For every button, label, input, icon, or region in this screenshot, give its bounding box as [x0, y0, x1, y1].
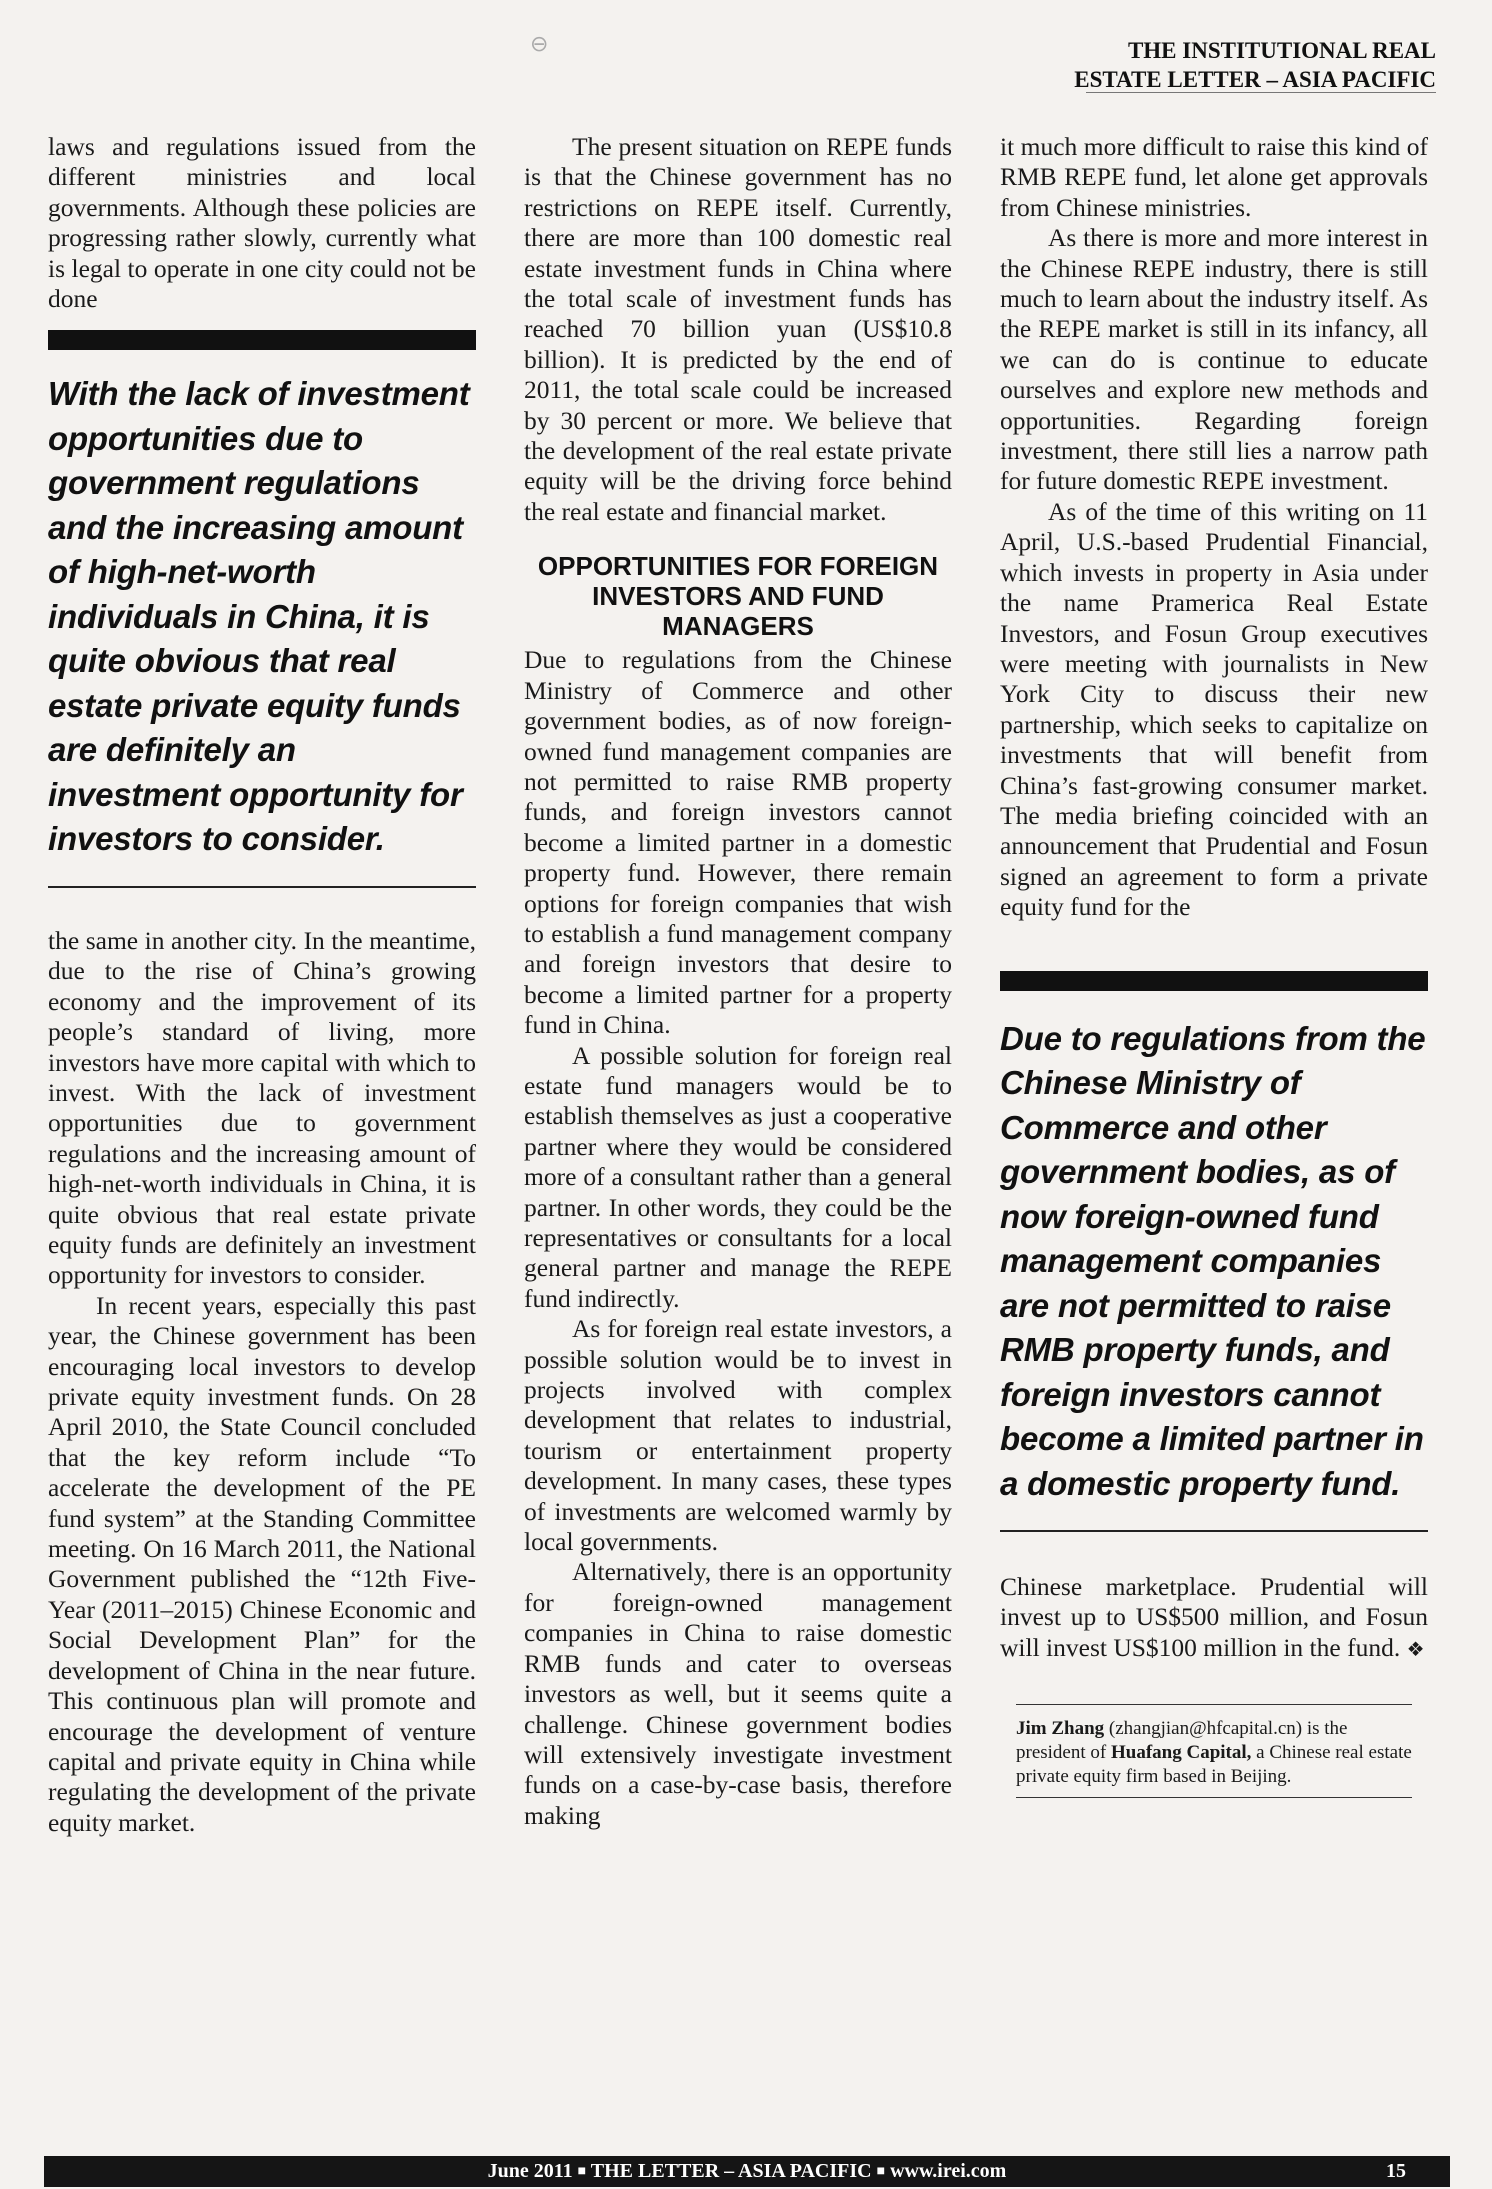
body-paragraph: In recent years, especially this past year, the Chinese government has been encouraging local investors to develop private equity investment funds. On 28 April 2010, the State Council concluded that the key reform include “To accelerate the development of the PE fund system” at the Standing Committee meeting. On 16 March 2011, the National Government published the “12th Five-Year (2011–2015) Chinese Economic and Social Development Plan” for the development of China in the near future. This continuous plan will promote and encourage the development of venture capital and private equity in China while regulating the development of the private equity market.: [48, 1290, 476, 1837]
body-paragraph: the same in another city. In the meantime, due to the rise of China’s growing economy and the improvement of its people’s standard of living, more investors have more capital with which to invest. With the lack of investment opportunities due to government regulations and the increasing amount of high-net-worth individuals in China, it is quite obvious that real estate private equity funds are definitely an investment opportunity for investors to consider.: [48, 925, 476, 1290]
column-2: [524, 132, 952, 1831]
body-paragraph: laws and regulations issued from the different ministries and local governments. Although these policies are progressing rather slowly, currently what is legal to operate in one city could not be done: [48, 132, 476, 314]
pull-quote-top-bar: [1000, 971, 1428, 991]
bio-text: is the president of: [1016, 1718, 1348, 1764]
running-header: [1074, 36, 1436, 94]
page-number: 15: [1386, 2160, 1406, 2182]
page-footer: [44, 2156, 1450, 2187]
body-paragraph: As of the time of this writing on 11 April, U.S.-based Prudential Financial, which invests in property in Asia under the name Pramerica Real Estate Investors, and Fosun Group executives were meeting with journalists in New York City to discuss their new partnership, which seeks to capitalize on investments that will benefit from China’s fast-growing consumer market. The media briefing coincided with an announcement that Prudential and Fosun signed an agreement to form a private equity fund for the: [1000, 496, 1428, 922]
pull-quote-bottom-rule: [48, 886, 476, 888]
author-name: Jim Zhang: [1016, 1718, 1105, 1740]
footer-publication: THE LETTER – ASIA PACIFIC: [590, 2160, 872, 2182]
author-email: (zhangjian@hfcapital.cn): [1108, 1718, 1303, 1740]
square-separator-icon: ■: [577, 2164, 587, 2179]
footer-credits: [44, 2156, 1450, 2189]
registration-mark-icon: ⊖: [530, 32, 549, 57]
footer-date: June 2011: [487, 2160, 573, 2182]
author-bio: [1016, 1717, 1412, 1789]
body-paragraph: Due to regulations from the Chinese Ministry of Commerce and other government bodies, as of now foreign-owned fund management companies are not permitted to raise RMB property funds, and foreign investors cannot become a limited partner in a domestic property fund. However, there remain options for foreign companies that wish to establish a fund management company and foreign investors that desire to become a limited partner for a property fund in China.: [524, 645, 952, 1040]
bio-bottom-rule: [1016, 1797, 1412, 1798]
closing-text: Chinese marketplace. Prudential will invest up to US$500 million, and Fosun will invest US$100 million in the fund.: [1000, 1572, 1428, 1662]
pull-quote-bottom-rule: [1000, 1530, 1428, 1532]
square-separator-icon: ■: [876, 2164, 886, 2179]
body-paragraph: Alternatively, there is an opportunity for foreign-owned management companies in China to raise domestic RMB funds and cater to overseas investors as well, but it seems quite a challenge. Chinese government bodies will extensively investigate investment funds on a case-by-case basis, therefore making: [524, 1557, 952, 1830]
body-paragraph: As for foreign real estate investors, a possible solution would be to invest in projects involved with complex development that relates to industrial, tourism or entertainment property development. In many cases, these types of investments are welcomed warmly by local governments.: [524, 1314, 952, 1557]
pull-quote-top-bar: [48, 330, 476, 350]
body-paragraph: it much more difficult to raise this kind of RMB REPE fund, let alone get approvals from Chinese ministries.: [1000, 132, 1428, 222]
footer-website[interactable]: www.irei.com: [890, 2160, 1007, 2182]
body-paragraph: The present situation on REPE funds is that the Chinese government has no restrictions on REPE itself. Currently, there are more than 100 domestic real estate investment funds in China where the total scale of investment funds has reached 70 billion yuan (US$10.8 billion). It is predicted by the end of 2011, the total scale could be increased by 30 percent or more. We believe that the development of the real estate private equity will be the driving force behind the real estate and financial market.: [524, 132, 952, 526]
header-line-1: THE INSTITUTIONAL REAL: [1127, 38, 1436, 63]
column-1: [48, 132, 476, 1838]
column-3: [1000, 132, 1428, 1798]
bio-top-rule: [1016, 1704, 1412, 1705]
pull-quote: Due to regulations from the Chinese Ministry of Commerce and other government bodies, as of now foreign-owned fund management companies are not permitted to raise RMB property funds, and foreign investors cannot become a limited partner in a domestic property fund.: [1000, 1019, 1426, 1502]
body-paragraph: As there is more and more interest in the Chinese REPE industry, there is still much to learn about the industry itself. As the REPE market is still in its infancy, all we can do is continue to educate ourselves and explore new methods and opportunities. Regarding foreign investment, there still lies a narrow path for future domestic REPE investment.: [1000, 223, 1428, 496]
end-of-article-icon: ❖: [1406, 1636, 1425, 1661]
author-company: Huafang Capital,: [1110, 1742, 1252, 1764]
body-paragraph: [1000, 1572, 1428, 1664]
header-rule: [1086, 92, 1436, 93]
bio-text: a Chinese real estate private equity firm based in Beijing.: [1016, 1742, 1412, 1788]
body-paragraph: A possible solution for foreign real estate fund managers would be to establish themselves as just a cooperative partner where they would be considered more of a consultant rather than a general partner. In other words, they could be the representatives or consultants for a local general partner and manage the REPE fund indirectly.: [524, 1040, 952, 1313]
header-line-2: ESTATE LETTER – ASIA PACIFIC: [1074, 67, 1436, 92]
pull-quote: With the lack of investment opportunities due to government regulations and the increasing amount of high-net-worth individuals in China, it is quite obvious that real estate private equity funds are definitely an investment opportunity for investors to consider.: [48, 375, 470, 858]
section-subhead: OPPORTUNITIES FOR FOREIGN INVESTORS AND FUND MANAGERS: [537, 551, 939, 642]
